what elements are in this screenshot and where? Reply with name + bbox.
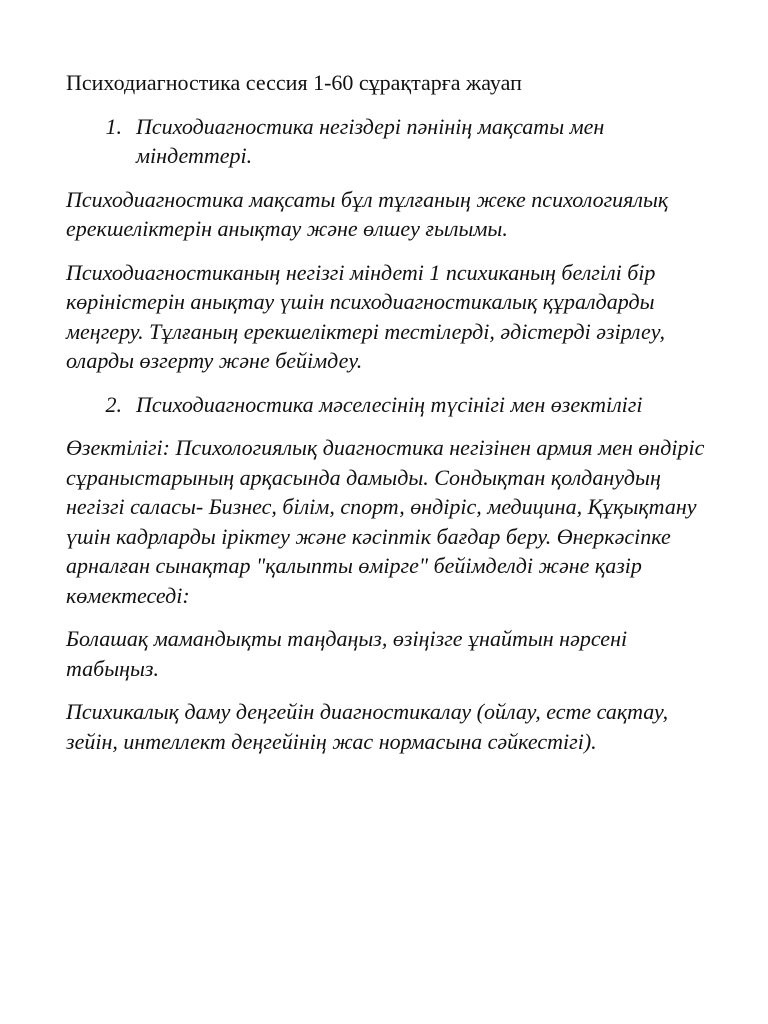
paragraph: Өзектілігі: Психологиялық диагностика негізінен армия мен өндіріс сұраныстарының арқасында дамыды. Сондықтан қолданудың негізгі саласы- Бизнес, білім, спорт, өндіріс, медицина, Құқықтану үшін кадрларды іріктеу және кәсіптік бағдар беру. Өнеркәсіпке арналған сынақтар "қалыпты өмірге" бейімделді және қазір көмектеседі:	[66, 435, 705, 608]
section-heading-2	[66, 390, 706, 420]
document-page	[66, 68, 706, 770]
paragraph: Болашақ мамандықты таңдаңыз, өзіңізге ұнайтын нәрсені табыңыз.	[66, 626, 628, 681]
section-number: 2.	[105, 391, 122, 417]
paragraph: Психодиагностиканың негізгі міндеті 1 психиканың белгілі бір көріністерін анықтау үшін психодиагностикалық құралдарды меңгеру. Тұлғаның ерекшеліктері тестілерді, әдістерді әзірлеу, оларды өзгерту және бейімдеу.	[66, 259, 665, 373]
document-title: Психодиагностика сессия 1-60 сұрақтарға жауап	[66, 70, 522, 95]
section-heading-text: Психодиагностика негіздері пәнінің мақсаты мен міндеттері.	[136, 113, 605, 168]
section-heading-1	[66, 112, 706, 171]
paragraph: Психикалық даму деңгейін диагностикалау (ойлау, есте сақтау, зейін, интеллект деңгейінің жас нормасына сәйкестігі).	[66, 699, 669, 754]
section-number: 1.	[105, 113, 122, 139]
paragraph: Психодиагностика мақсаты бұл тұлғаның жеке психологиялық ерекшеліктерін анықтау және өлшеу ғылымы.	[66, 186, 669, 241]
section-heading-text: Психодиагностика мәселесінің түсінігі мен өзектілігі	[136, 391, 643, 417]
